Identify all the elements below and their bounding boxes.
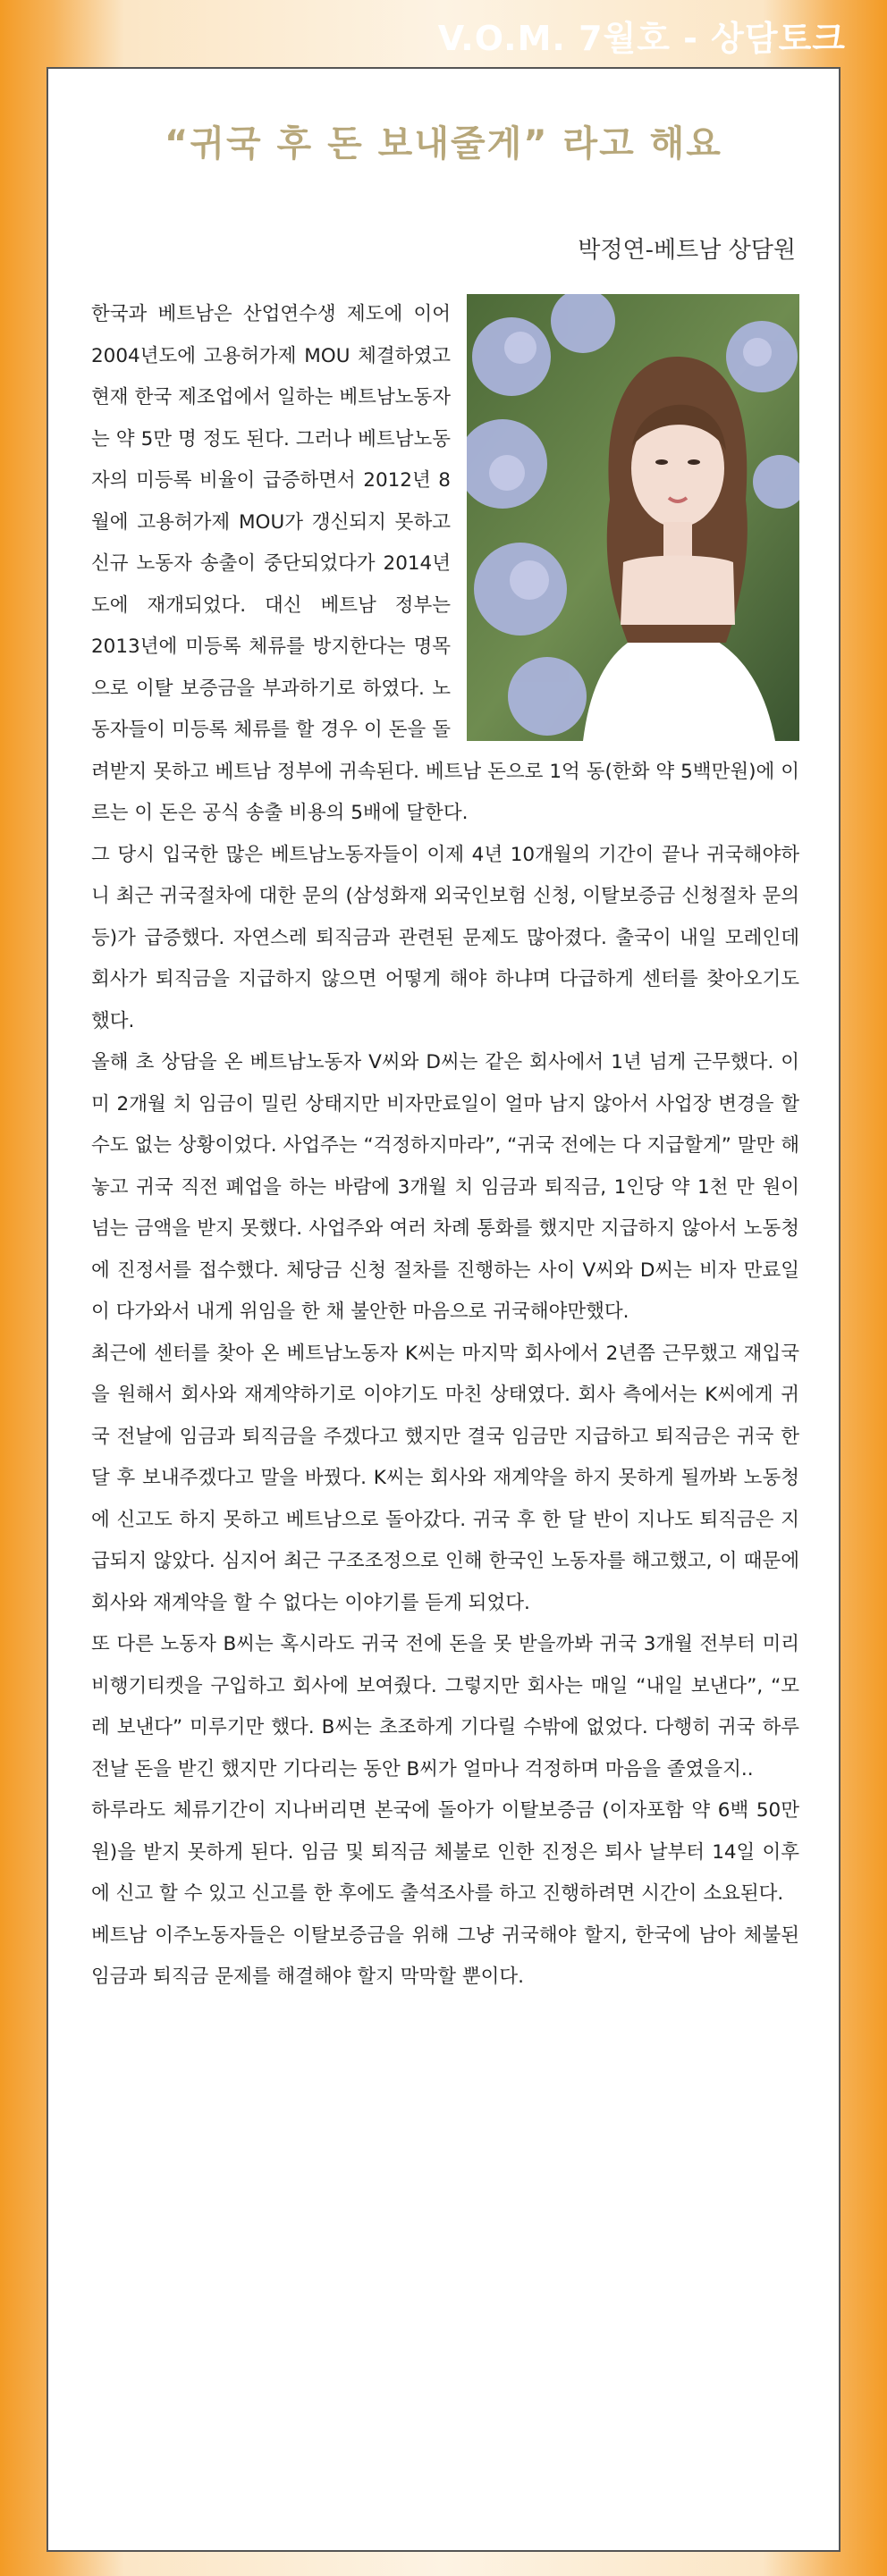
paragraph-5: 또 다른 노동자 B씨는 혹시라도 귀국 전에 돈을 못 받을까봐 귀국 3개월 전부터 미리 비행기티켓을 구입하고 회사에 보여줬다. 그렇지만 회사는 매일 “내일 보낸다”, “모레 보낸다” 미루기만 했다. B씨는 초조하게 기다릴 수밖에 없었다. 다행히 귀국 하루 전날 돈을 받긴 했지만 기다리는 동안 B씨가 얼마나 걱정하며 마음을 졸였을지.. xyxy=(91,1633,799,1780)
paragraph-3: 올해 초 상담을 온 베트남노동자 V씨와 D씨는 같은 회사에서 1년 넘게 근무했다. 이미 2개월 치 임금이 밀린 상태지만 비자만료일이 얼마 남지 않아서 사업장 변경을 할 수도 없는 상황이었다. 사업주는 “걱정하지마라”, “귀국 전에는 다 지급할게” 말만 해놓고 귀국 직전 폐업을 하는 바람에 3개월 치 임금과 퇴직금, 1인당 약 1천 만 원이 넘는 금액을 받지 못했다. 사업주와 여러 차례 통화를 했지만 지급하지 않아서 노동청에 진정서를 접수했다. 체당금 신청 절차를 진행하는 사이 V씨와 D씨는 비자 만료일이 다가와서 내게 위임을 한 채 불안한 마음으로 귀국해야만했다. xyxy=(91,1051,799,1323)
article-headline: “귀국 후 돈 보내줄게” 라고 해요 xyxy=(165,123,722,164)
paragraph-4: 최근에 센터를 찾아 온 베트남노동자 K씨는 마지막 회사에서 2년쯤 근무했고 재입국을 원해서 회사와 재계약하기로 이야기도 마친 상태였다. 회사 측에서는 K씨에게 귀국 전날에 임금과 퇴직금을 주겠다고 했지만 결국 임금만 지급하고 퇴직금은 귀국 한 달 후 보내주겠다고 말을 바꿨다. K씨는 회사와 재계약을 하지 못하게 될까봐 노동청에 신고도 하지 못하고 베트남으로 돌아갔다. 귀국 후 한 달 반이 지나도 퇴직금은 지급되지 않았다. 심지어 최근 구조조정으로 인해 한국인 노동자를 해고했고, 이 때문에 회사와 재계약을 할 수 없다는 이야기를 듣게 되었다. xyxy=(91,1342,799,1614)
portrait-photo xyxy=(467,294,799,746)
article-card xyxy=(46,67,841,2552)
article-body xyxy=(91,294,799,1999)
paragraph-7: 베트남 이주노동자들은 이탈보증금을 위해 그냥 귀국해야 할지, 한국에 남아 체불된 임금과 퇴직금 문제를 해결해야 할지 막막할 뿐이다. xyxy=(91,1924,799,1988)
portrait-photo-icon xyxy=(467,294,799,741)
article-byline: 박정연-베트남 상담원 xyxy=(578,237,796,264)
paragraph-6: 하루라도 체류기간이 지나버리면 본국에 돌아가 이탈보증금 (이자포함 약 6백 50만원)을 받지 못하게 된다. 임금 및 퇴직금 체불로 인한 진정은 퇴사 날부터 14일 이후에 신고 할 수 있고 신고를 한 후에도 출석조사를 하고 진행하려면 시간이 소요된다. xyxy=(91,1799,799,1905)
header-band xyxy=(0,0,887,68)
paragraph-2: 그 당시 입국한 많은 베트남노동자들이 이제 4년 10개월의 기간이 끝나 귀국해야하니 최근 귀국절차에 대한 문의 (삼성화재 외국인보험 신청, 이탈보증금 신청절차 문의 등)가 급증했다. 자연스레 퇴직금과 관련된 문제도 많아졌다. 출국이 내일 모레인데 회사가 퇴직금을 지급하지 않으면 어떻게 해야 하냐며 다급하게 센터를 찾아오기도 했다. xyxy=(91,843,799,1032)
page-header-title: V.O.M. 7월호 - 상담토크 xyxy=(437,19,846,58)
paragraph-1: 한국과 베트남은 산업연수생 제도에 이어 2004년도에 고용허가제 MOU 체결하였고 현재 한국 제조업에서 일하는 베트남노동자는 약 5만 명 정도 된다. 그러나 베트남노동자의 미등록 비율이 급증하면서 2012년 8월에 고용허가제 MOU가 갱신되지 못하고 신규 노동자 송출이 중단되었다가 2014년도에 재개되었다. 대신 베트남 정부는 2013년에 미등록 체류를 방지한다는 명목으로 이탈 보증금을 부과하기로 하였다. 노동자들이 미등록 체류를 할 경우 이 돈을 돌려받지 못하고 베트남 정부에 귀속된다. 베트남 돈으로 1억 동(한화 약 5백만원)에 이르는 이 돈은 공식 송출 비용의 5배에 달한다. xyxy=(91,303,799,824)
